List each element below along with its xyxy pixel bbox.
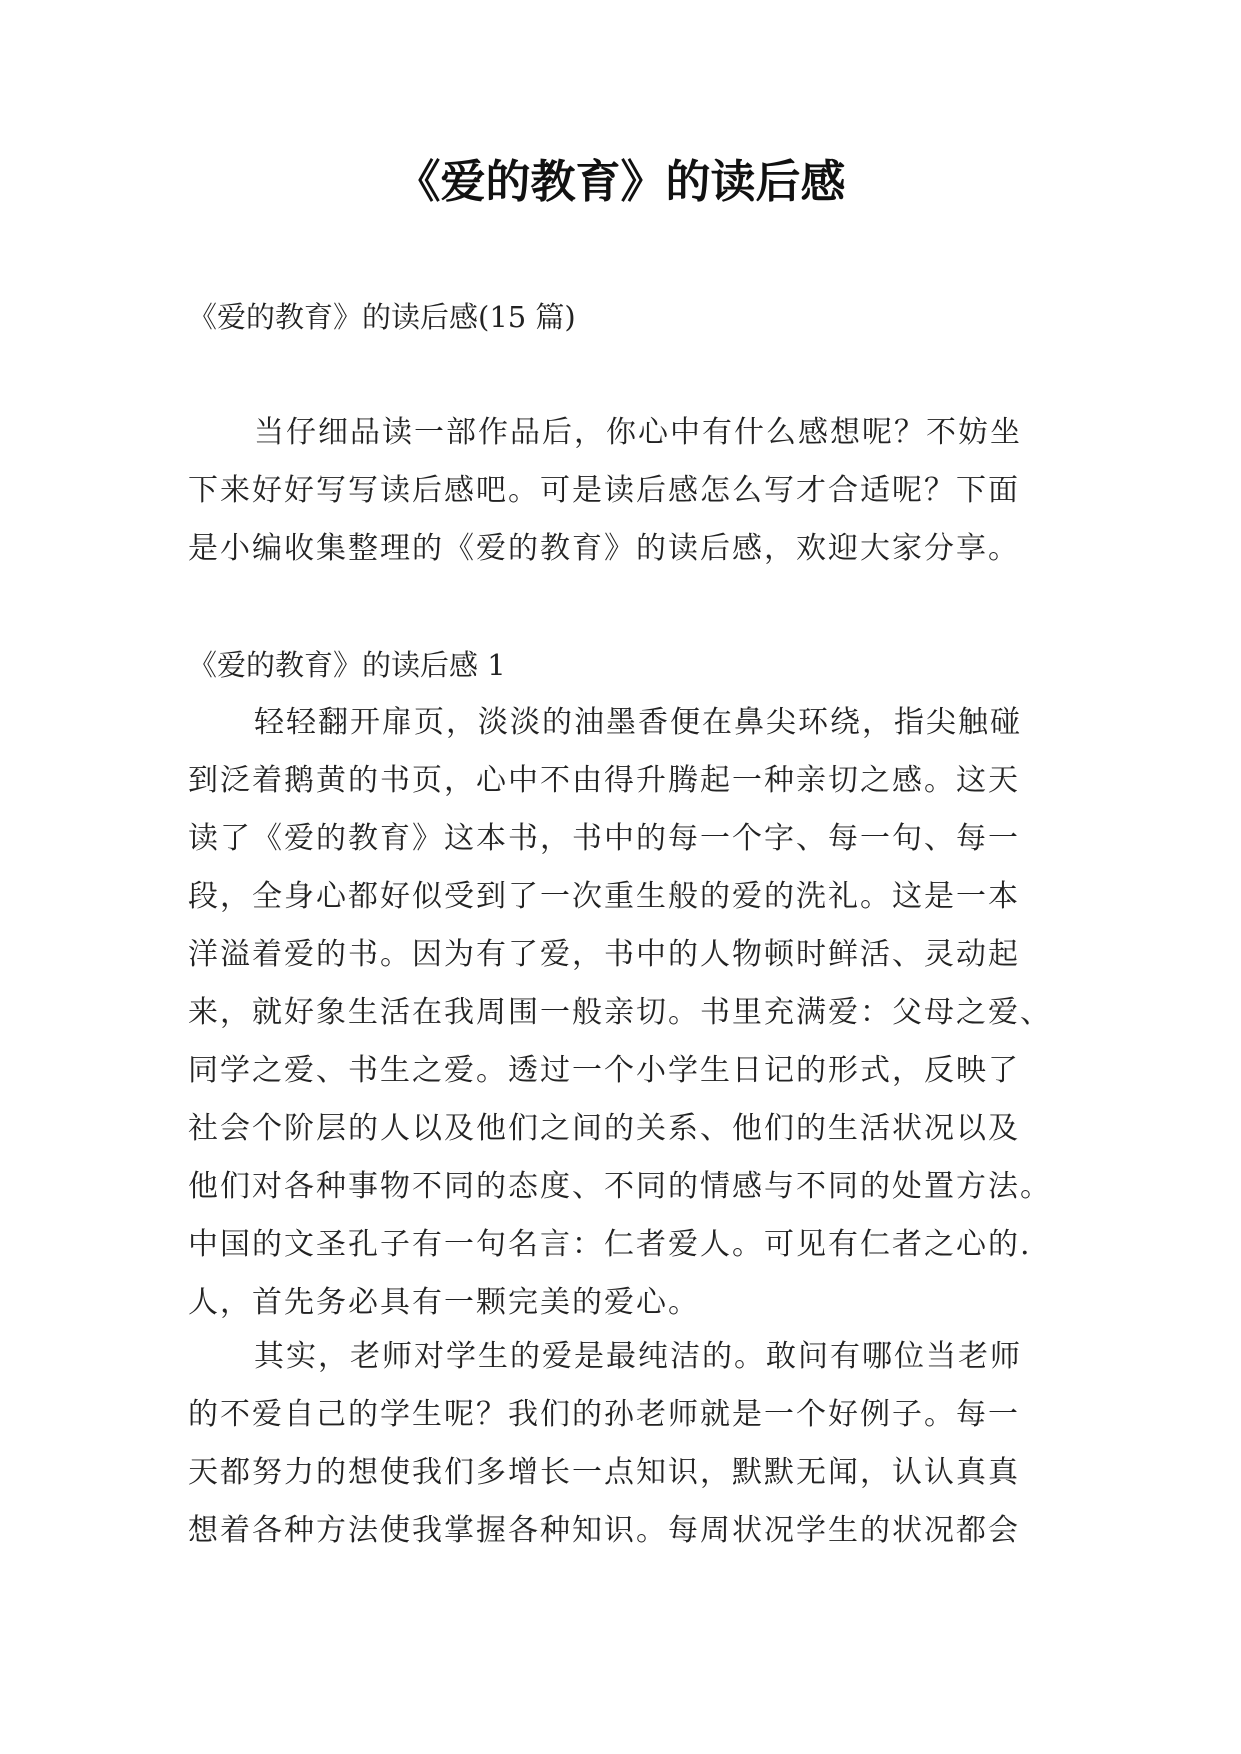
document-subtitle: 《爱的教育》的读后感(15 篇) [188, 300, 576, 334]
text-line: 到泛着鹅黄的书页，心中不由得升腾起一种亲切之感。这天 [188, 763, 1020, 798]
section-heading: 《爱的教育》的读后感 1 [188, 648, 506, 682]
text-line: 当仔细品读一部作品后，你心中有什么感想呢？不妨坐 [254, 415, 1022, 450]
text-line: 同学之爱、书生之爱。透过一个小学生日记的形式，反映了 [188, 1053, 1020, 1088]
text-line: 洋溢着爱的书。因为有了爱，书中的人物顿时鲜活、灵动起 [188, 937, 1020, 972]
document-title: 《爱的教育》的读后感 [395, 155, 846, 208]
intro-paragraph [188, 404, 1068, 578]
text-line: 读了《爱的教育》这本书，书中的每一个字、每一句、每一 [188, 821, 1020, 856]
text-line: 的不爱自己的学生呢？我们的孙老师就是一个好例子。每一 [188, 1397, 1020, 1432]
text-line: 天都努力的想使我们多增长一点知识，默默无闻，认认真真 [188, 1455, 1020, 1490]
text-line: 人，首先务必具有一颗完美的爱心。 [188, 1285, 700, 1320]
text-line: 他们对各种事物不同的态度、不同的情感与不同的处置方法。 [188, 1169, 1052, 1204]
text-line: 想着各种方法使我掌握各种知识。每周状况学生的状况都会 [188, 1513, 1020, 1548]
text-line: 来，就好象生活在我周围一般亲切。书里充满爱：父母之爱、 [188, 995, 1052, 1030]
body-paragraph-1 [188, 694, 1068, 1332]
text-line: 段，全身心都好似受到了一次重生般的爱的洗礼。这是一本 [188, 879, 1020, 914]
text-line: 其实，老师对学生的爱是最纯洁的。敢问有哪位当老师 [254, 1339, 1022, 1374]
text-line: 社会个阶层的人以及他们之间的关系、他们的生活状况以及 [188, 1111, 1020, 1146]
body-paragraph-2 [188, 1328, 1068, 1560]
text-line: 轻轻翻开扉页，淡淡的油墨香便在鼻尖环绕，指尖触碰 [254, 705, 1022, 740]
text-line: 是小编收集整理的《爱的教育》的读后感，欢迎大家分享。 [188, 531, 1020, 566]
text-line: 中国的文圣孔子有一句名言：仁者爱人。可见有仁者之心的. [188, 1227, 1032, 1262]
text-line: 下来好好写写读后感吧。可是读后感怎么写才合适呢？下面 [188, 473, 1020, 508]
